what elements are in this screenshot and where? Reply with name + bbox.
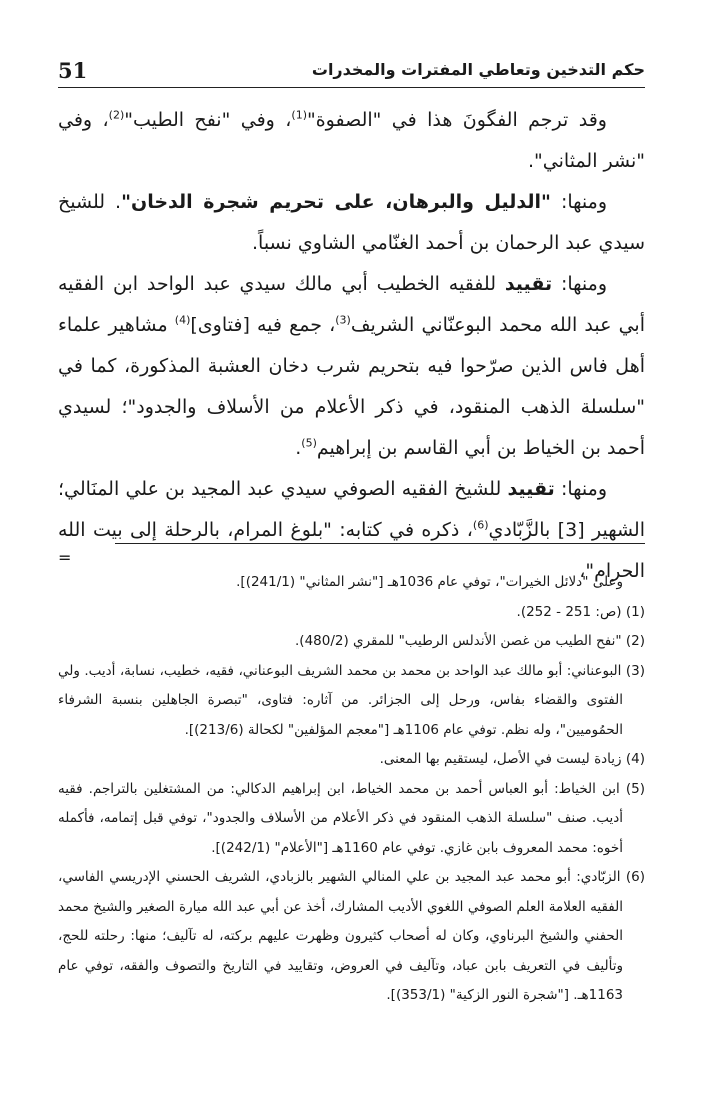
paragraph-1: وقد ترجم الفگونَ هذا في "الصفوة"$^{(1)}$، وفي "نفح الطيب"$^{(2)}$، وفي "نشر المثاني". [58, 108, 645, 172]
footnotes [58, 568, 645, 1011]
running-title: حكم التدخين وتعاطي المفترات والمخدرات [311, 60, 645, 79]
footnote-ref-4: (4) [174, 313, 191, 327]
page-number: 51 [58, 58, 88, 83]
bold-term: تقييد [507, 478, 555, 500]
footnote-6: (6) الزبّادي: أبو محمد عبد المجيد بن علي المنالي الشهير بالزبادي، الشريف الحسني الإدريسي الفاسي، الفقيه العلامة العلم الصوفي اللغوي الأديب المشارك، أخذ عن أبي عبد الله ميارة الصغير والشيخ محمد الحفني والشيخ البرناوي، وكان له أصحاب كثيرون وظهرت عليهم بركته، له تآليف؛ منها: رحلته للحج، وتأليف في التعريف بابن عباد، وتآليف في العروض، وتقاييد في التاريخ والتصوف والفقه، توفي عام 1163هـ. ["شجرة النور الزكية" (353/1)]. [58, 869, 645, 1003]
footnote-ref-3: (3) [335, 313, 351, 327]
footnote-4: (4) زيادة ليست في الأصل، ليستقيم بها المعنى. [379, 751, 645, 767]
bold-term: تقييد [504, 273, 553, 295]
footnote-3: (3) البوعناني: أبو مالك عبد الواحد بن محمد بن محمد الشريف البوعناني، فقيه، خطيب، نسابة، أديب. ولي الفتوى والقضاء بفاس، ورحل إلى الجزائر. من آثاره: فتاوى، "تبصرة الجاهلين بنسبة الشرفاء الحمُوميين"، وله نظم. توفي عام 1106هـ ["معجم المؤلفين" لكحالة (213/6)]. [58, 662, 645, 738]
footnote-2: (2) "نفح الطيب من غصن الأندلس الرطيب" للمقري (480/2). [295, 633, 645, 649]
paragraph-4: ومنها: تقييد للشيخ الفقيه الصوفي سيدي عبد المجيد بن علي المنَالي؛ الشهير [3] بالزَّبّادي$^{(6)}$، ذكره في كتابه: "بلوغ المرام، بالرحلة إلى بيت الله الحرام"، [58, 478, 645, 582]
footnote-ref-1: (1) [291, 108, 307, 122]
header-rule [58, 87, 645, 88]
paragraph-2: ومنها: "الدليل والبرهان، على تحريم شجرة الدخان". للشيخ سيدي عبد الرحمان بن أحمد الغنّامي الشاوي نسباً. [58, 191, 645, 254]
footnote-5: (5) ابن الخياط: أبو العباس أحمد بن محمد الخياط، ابن إبراهيم الدكالي: من المشتغلين بالتراجم. فقيه أديب. صنف "سلسلة الذهب المنقود في ذكر الأعلام من الأسلاف والجدود"، توفي قبل إتمامه، فأكمله أخوه: محمد المعروف بابن غازي. توفي عام 1160هـ ["الأعلام" (242/1)]. [58, 780, 645, 856]
book-title-bold: "الدليل والبرهان، على تحريم شجرة الدخان" [121, 191, 551, 213]
main-text [58, 100, 645, 592]
footnote-ref-2: (2) [108, 108, 125, 122]
footnote-1: (1) (ص: 251 - 252). [516, 603, 645, 620]
paragraph-3: ومنها: تقييد للفقيه الخطيب أبي مالك سيدي عبد الواحد ابن الفقيه أبي عبد الله محمد البوعنّاني الشريف$^{(3)}$، جمع فيه [فتاوى]$^{(4)}$ مشاهير علماء أهل فاس الذين صرّحوا فيه بتحريم شرب دخان العشبة المذكورة، كما في "سلسلة الذهب المنقود، في ذكر الأعلام من الأسلاف والجدود"؛ لسيدي أحمد بن الخياط بن أبي القاسم بن إبراهيم$^{(5)}$. [58, 273, 645, 459]
footnote-continuation: وعلى "دلائل الخيرات"، توفي عام 1036هـ ["نشر المثاني" (241/1)]. [236, 574, 623, 590]
page-header [58, 58, 645, 88]
footnote-ref-5: (5) [301, 436, 317, 450]
continuation-mark: = [58, 548, 72, 567]
footnote-ref-6: (6) [472, 518, 489, 532]
footnote-rule [115, 543, 645, 544]
